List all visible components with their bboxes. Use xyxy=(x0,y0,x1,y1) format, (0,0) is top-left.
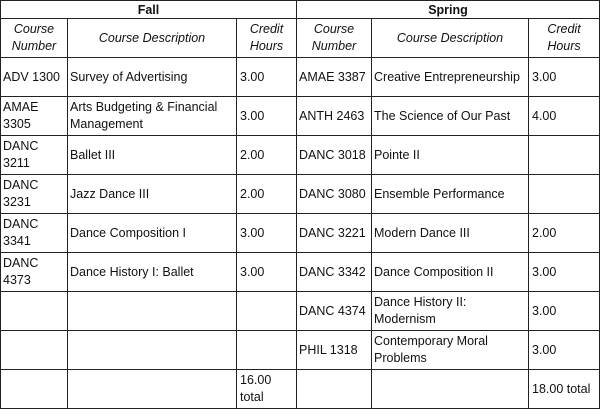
fall-course-description-cell: Survey of Advertising xyxy=(68,58,237,97)
spring-credit-hours-cell: 2.00 xyxy=(529,214,600,253)
table-row xyxy=(1,214,600,253)
spring-course-description-cell: Dance History II: Modernism xyxy=(372,292,529,331)
fall-credit-hours-cell: 3.00 xyxy=(237,253,297,292)
fall-course-number-cell xyxy=(1,370,68,409)
spring-credit-hours-cell: 18.00 total xyxy=(529,370,600,409)
spring-course-number-cell: DANC 3221 xyxy=(297,214,372,253)
spring-course-number-cell: AMAE 3387 xyxy=(297,58,372,97)
spring-credit-hours-header: Credit Hours xyxy=(529,19,600,58)
spring-course-description-cell: Creative Entrepreneurship xyxy=(372,58,529,97)
spring-course-number-cell: DANC 3018 xyxy=(297,136,372,175)
spring-credit-hours-cell: 3.00 xyxy=(529,292,600,331)
spring-course-description-cell: Dance Composition II xyxy=(372,253,529,292)
spring-course-number-cell: DANC 3342 xyxy=(297,253,372,292)
spring-credit-hours-cell: 3.00 xyxy=(529,58,600,97)
fall-credit-hours-cell xyxy=(237,331,297,370)
fall-course-number-header: Course Number xyxy=(1,19,68,58)
table-row xyxy=(1,58,600,97)
fall-credit-hours-cell: 2.00 xyxy=(237,136,297,175)
spring-term-heading: Spring xyxy=(297,1,600,19)
spring-course-description-cell: The Science of Our Past xyxy=(372,97,529,136)
fall-credit-hours-cell xyxy=(237,292,297,331)
fall-course-description-cell: Ballet III xyxy=(68,136,237,175)
column-header-row xyxy=(1,19,600,58)
table-row xyxy=(1,136,600,175)
fall-course-number-cell: ADV 1300 xyxy=(1,58,68,97)
fall-credit-hours-cell: 2.00 xyxy=(237,175,297,214)
table-row xyxy=(1,370,600,409)
spring-course-description-cell xyxy=(372,370,529,409)
course-rows xyxy=(1,58,600,409)
table-row xyxy=(1,97,600,136)
fall-course-number-cell xyxy=(1,331,68,370)
spring-credit-hours-cell: 3.00 xyxy=(529,253,600,292)
fall-course-description-cell: Dance Composition I xyxy=(68,214,237,253)
fall-course-description-cell xyxy=(68,370,237,409)
fall-credit-hours-header: Credit Hours xyxy=(237,19,297,58)
table-row xyxy=(1,175,600,214)
fall-term-heading: Fall xyxy=(1,1,297,19)
fall-course-number-cell: DANC 4373 xyxy=(1,253,68,292)
spring-course-description-cell: Contemporary Moral Problems xyxy=(372,331,529,370)
spring-credit-hours-cell xyxy=(529,136,600,175)
table-row xyxy=(1,331,600,370)
spring-course-number-cell xyxy=(297,370,372,409)
fall-course-description-header: Course Description xyxy=(68,19,237,58)
term-header-row xyxy=(1,1,600,19)
fall-course-number-cell xyxy=(1,292,68,331)
spring-credit-hours-cell: 4.00 xyxy=(529,97,600,136)
fall-credit-hours-cell: 16.00 total xyxy=(237,370,297,409)
fall-course-number-cell: DANC 3231 xyxy=(1,175,68,214)
spring-course-description-header: Course Description xyxy=(372,19,529,58)
spring-course-number-cell: PHIL 1318 xyxy=(297,331,372,370)
fall-course-description-cell xyxy=(68,292,237,331)
fall-course-number-cell: DANC 3211 xyxy=(1,136,68,175)
fall-credit-hours-cell: 3.00 xyxy=(237,97,297,136)
spring-course-number-cell: DANC 4374 xyxy=(297,292,372,331)
fall-credit-hours-cell: 3.00 xyxy=(237,58,297,97)
spring-course-description-cell: Modern Dance III xyxy=(372,214,529,253)
spring-course-description-cell: Pointe II xyxy=(372,136,529,175)
spring-credit-hours-cell xyxy=(529,175,600,214)
spring-credit-hours-cell: 3.00 xyxy=(529,331,600,370)
spring-course-number-cell: DANC 3080 xyxy=(297,175,372,214)
fall-course-description-cell: Arts Budgeting & Financial Management xyxy=(68,97,237,136)
fall-course-number-cell: DANC 3341 xyxy=(1,214,68,253)
spring-course-number-header: Course Number xyxy=(297,19,372,58)
fall-course-description-cell xyxy=(68,331,237,370)
spring-course-description-cell: Ensemble Performance xyxy=(372,175,529,214)
spring-course-number-cell: ANTH 2463 xyxy=(297,97,372,136)
fall-course-number-cell: AMAE 3305 xyxy=(1,97,68,136)
fall-credit-hours-cell: 3.00 xyxy=(237,214,297,253)
table-row xyxy=(1,253,600,292)
fall-course-description-cell: Jazz Dance III xyxy=(68,175,237,214)
fall-course-description-cell: Dance History I: Ballet xyxy=(68,253,237,292)
table-row xyxy=(1,292,600,331)
